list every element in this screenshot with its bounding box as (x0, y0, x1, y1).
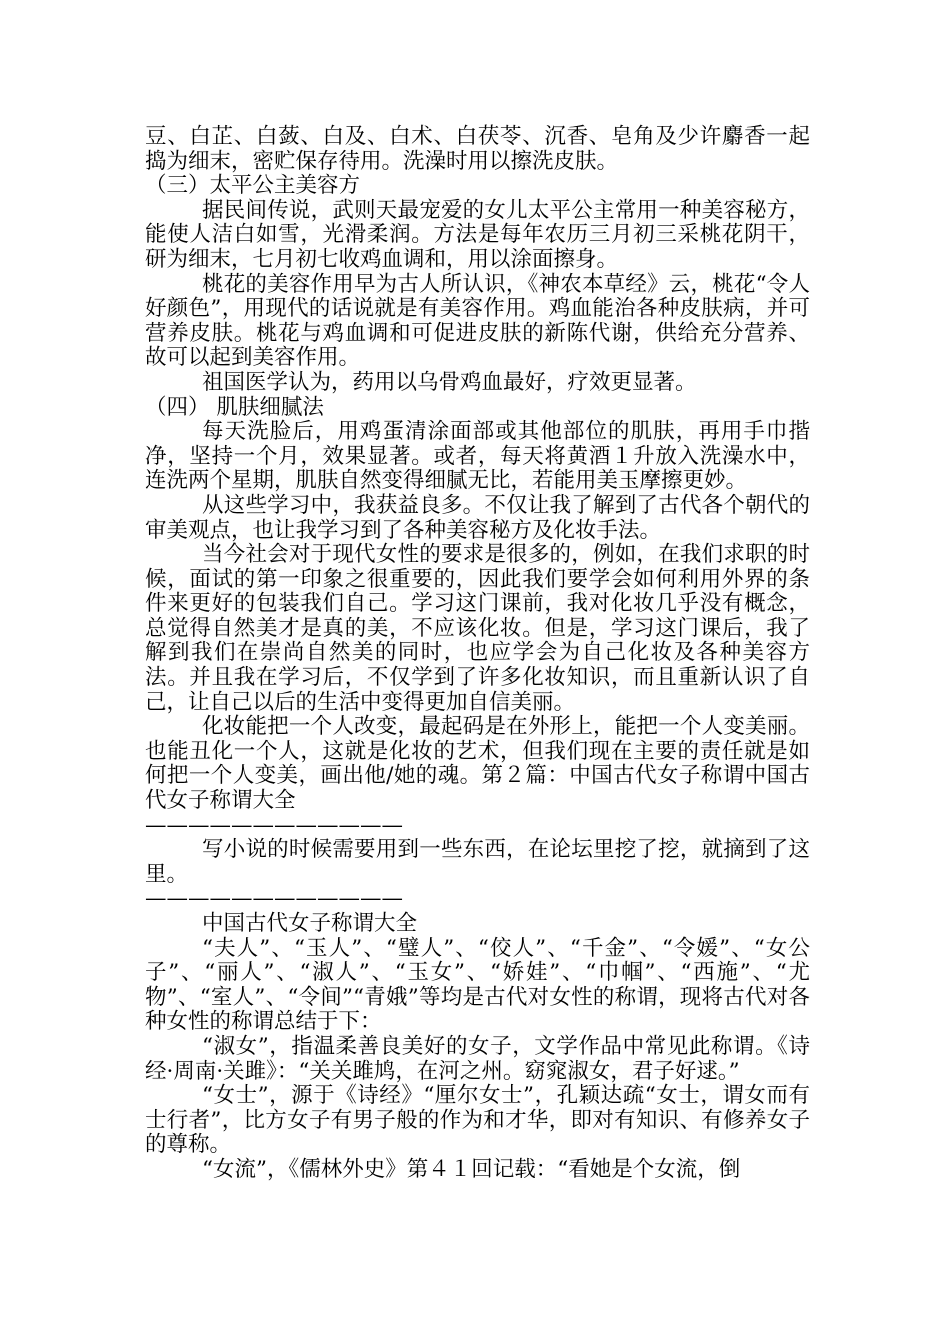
paragraph: 当今社会对于现代女性的要求是很多的，例如，在我们求职的时候，面试的第一印象之很重要的，因此我们要学会如何利用外界的条件来更好的包装我们自己。学习这门课前，我对化妆几乎没有概念，总觉得自然美才是真的美，不应该化妆。但是，学习这门课后，我了解到我们在崇尚自然美的同时，也应学会为自己化妆及各种美容方法。并且我在学习后，不仅学到了许多化妆知识，而且重新认识了自己，让自己以后的生活中变得更加自信美丽。 (145, 542, 810, 715)
paragraph: 祖国医学认为，药用以乌骨鸡血最好，疗效更显著。 (202, 369, 697, 395)
paragraph: 从这些学习中，我获益良多。不仅让我了解到了古代各个朝代的审美观点，也让我学习到了各种美容秘方及化妆手法。 (145, 492, 810, 543)
document-body (145, 125, 810, 1183)
section-heading: （三）太平公主美容方 (145, 173, 361, 199)
paragraph: 化妆能把一个人改变，最起码是在外形上，能把一个人变美丽。也能丑化一个人，这就是化妆的艺术，但我们现在主要的责任就是如何把一个人变美，画出他/她的魂。第２篇：中国古代女子称谓中国古代女子称谓大全 (145, 714, 810, 814)
paragraph: 写小说的时候需要用到一些东西，在论坛里挖了挖，就摘到了这里。 (145, 837, 810, 887)
paragraph: 每天洗脸后，用鸡蛋清涂面部或其他部位的肌肤，再用手巾揩净，坚持一个月，效果显著。或者，每天将黄酒１升放入洗澡水中，连洗两个星期，肌肤自然变得细腻无比，若能用美玉摩擦更妙。 (145, 419, 810, 494)
paragraph: “女士”，源于《诗经》“厘尔女士”，孔颖达疏“女士，谓女而有士行者”，比方女子有男子般的作为和才华，即对有知识、有修养女子的尊称。 (145, 1083, 810, 1158)
article-title: 中国古代女子称谓大全 (202, 911, 418, 936)
paragraph: 豆、白芷、白蔹、白及、白术、白茯苓、沉香、皂角及少许麝香一起捣为细末，密贮保存待用。洗澡时用以擦洗皮肤。 (145, 124, 810, 174)
paragraph: “女流”，《儒林外史》第４１回记载：“看她是个女流，倒 (202, 1156, 741, 1182)
paragraph: “夫人”、“玉人”、“璧人”、“佼人”、“千金”、“令媛”、“女公子”、“丽人”、“淑人”、“玉女”、“娇娃”、“巾帼”、“西施”、“尤物”、“室人”、“令间”“青娥”等均是古代对女性的称谓，现将古代对各种女性的称谓总结于下： (145, 935, 810, 1035)
dash-divider: ———————————— (145, 812, 403, 838)
paragraph: “淑女”，指温柔善良美好的女子，文学作品中常见此称谓。《诗经·周南·关雎》：“关关雎鸠，在河之州。窈窕淑女，君子好逑。” (145, 1033, 810, 1084)
paragraph: 桃花的美容作用早为古人所认识，《神农本草经》云，桃花“令人好颜色”，用现代的话说就是有美容作用。鸡血能治各种皮肤病，并可营养皮肤。桃花与鸡血调和可促进皮肤的新陈代谢，供给充分营养、故可以起到美容作用。 (145, 271, 810, 371)
dash-divider: ———————————— (145, 886, 403, 912)
section-heading: （四） 肌肤细腻法 (145, 394, 324, 420)
paragraph: 据民间传说，武则天最宠爱的女儿太平公主常用一种美容秘方，能使人洁白如雪，光滑柔润。方法是每年农历三月初三采桃花阴干，研为细末，七月初七收鸡血调和，用以涂面擦身。 (145, 197, 810, 272)
